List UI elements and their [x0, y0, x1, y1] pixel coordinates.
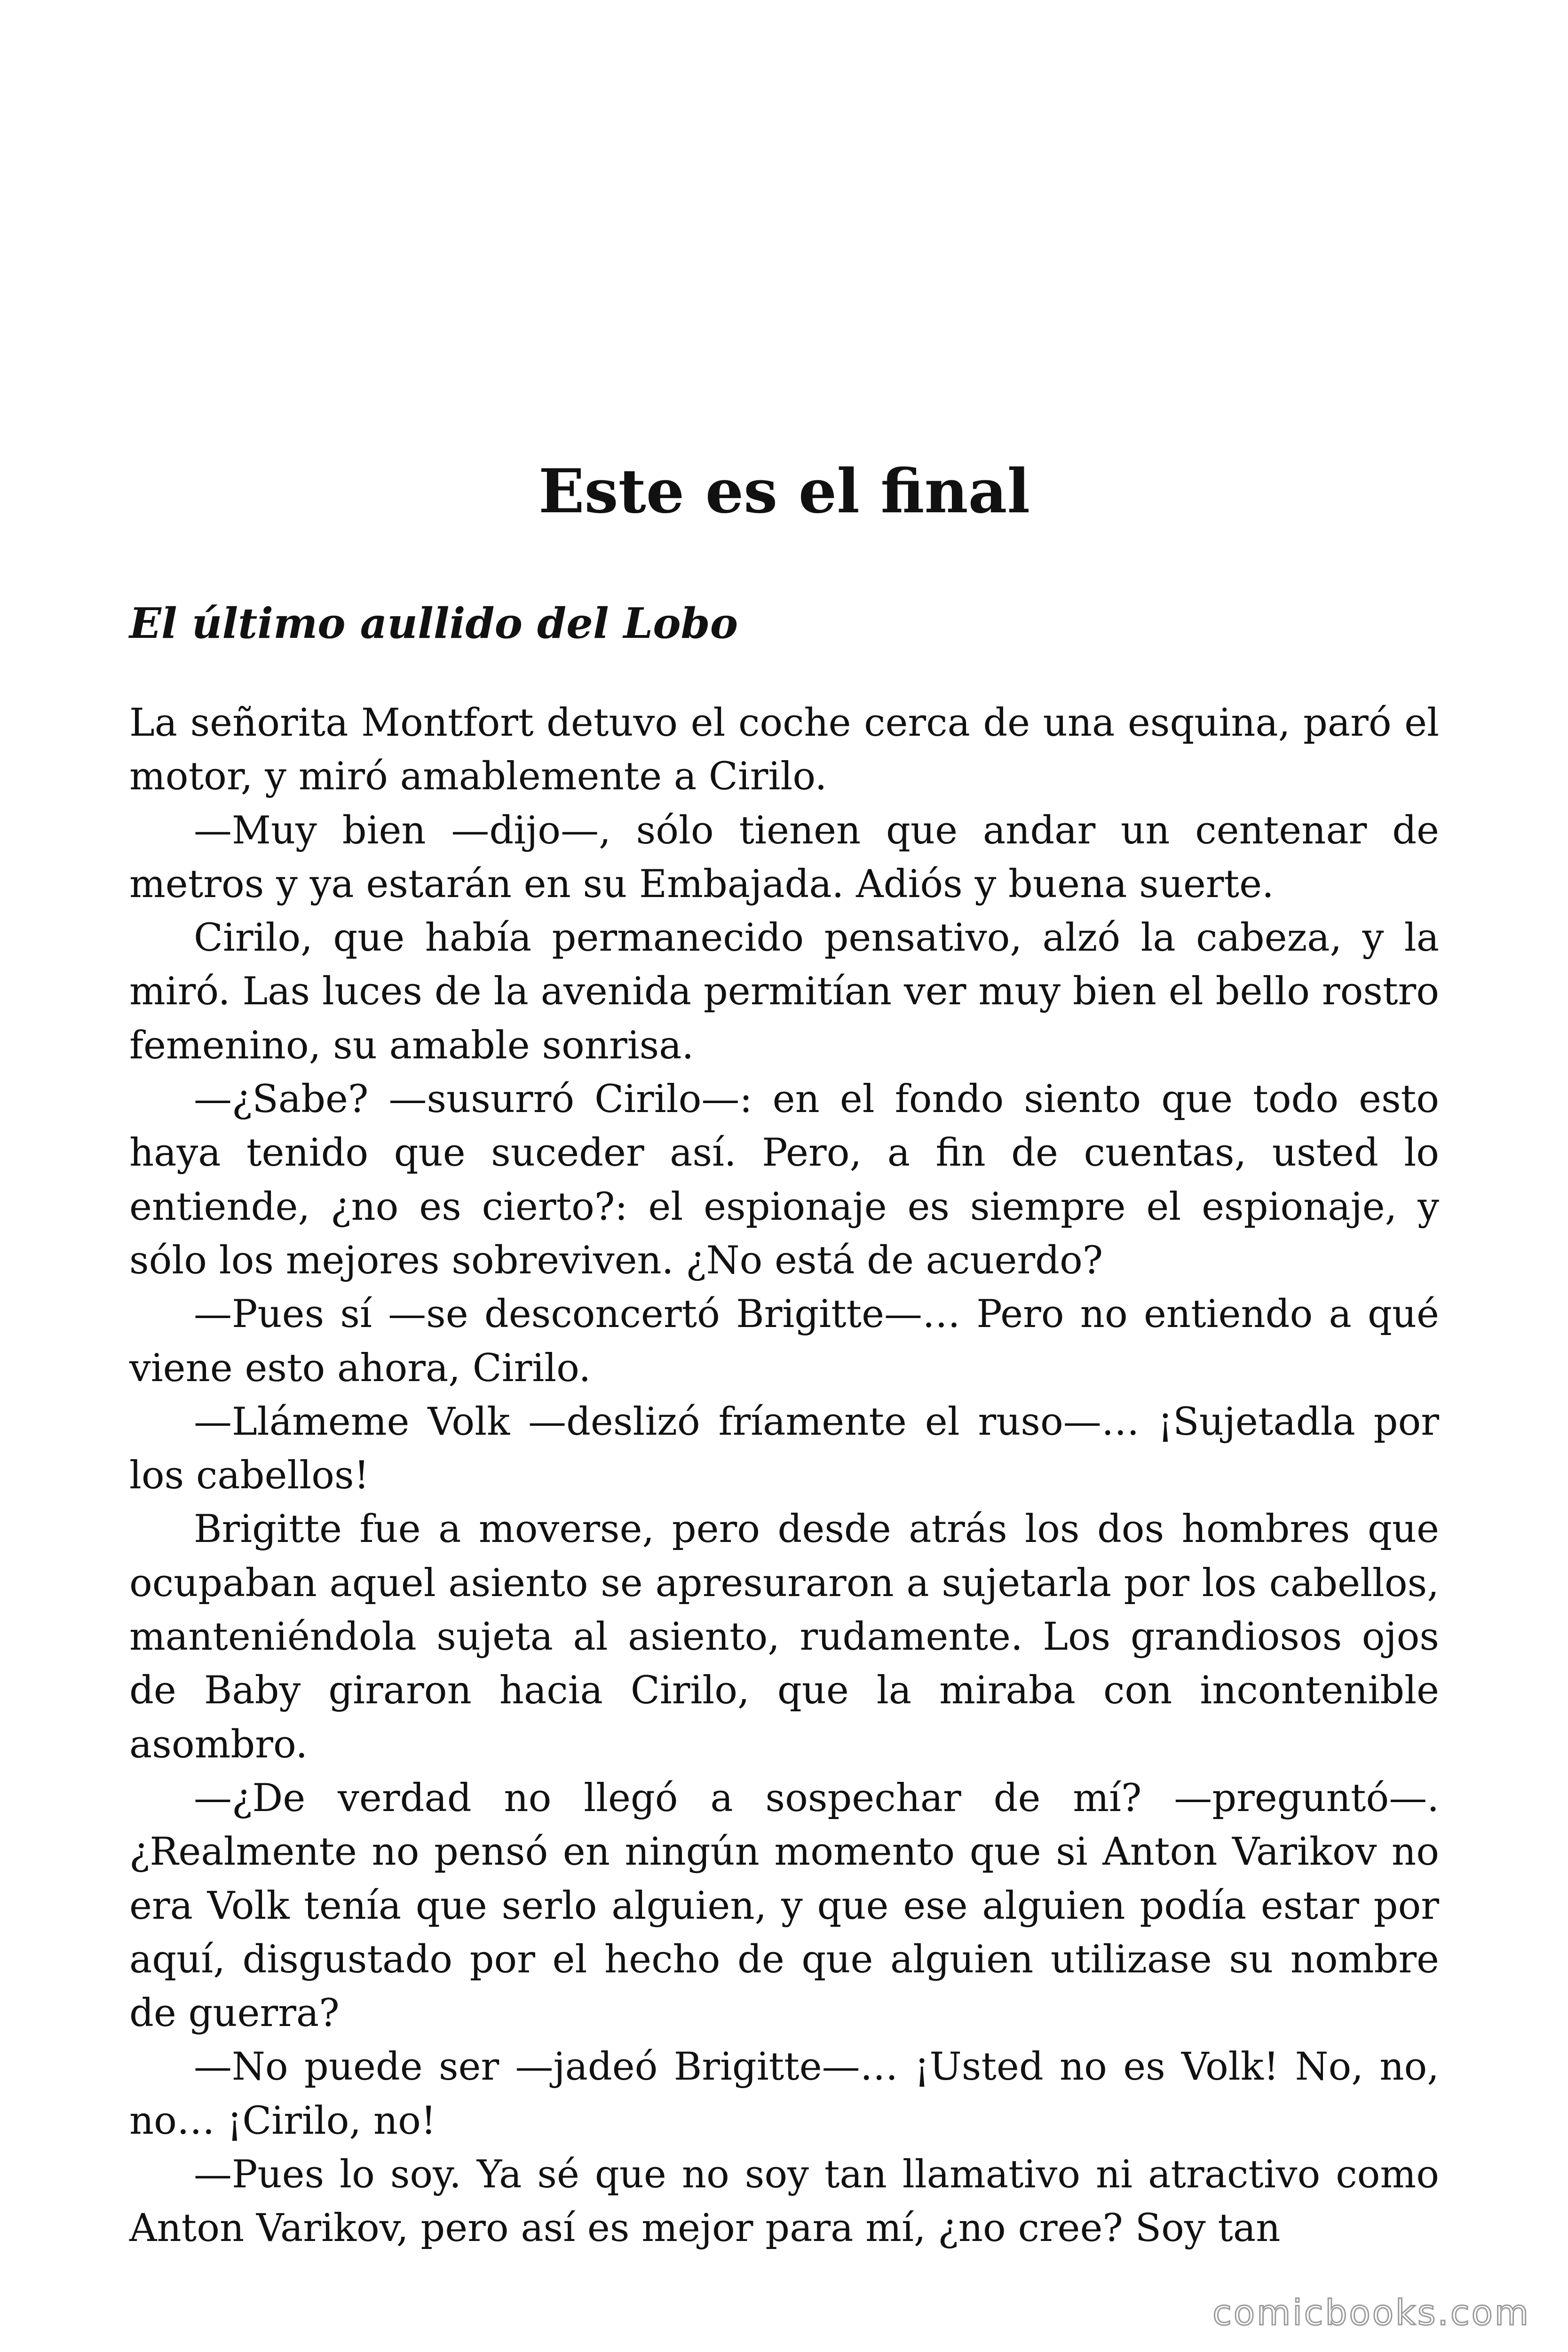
body-text	[129, 696, 1439, 2256]
chapter-title: Este es el final	[538, 456, 1030, 527]
paragraph: —No puede ser —jadeó Brigitte—… ¡Usted no es Volk! No, no, no… ¡Cirilo, no!	[129, 2045, 1439, 2143]
section-title: El último aullido del Lobo	[129, 598, 738, 648]
watermark: comicbooks.com	[1212, 2293, 1530, 2333]
paragraph: La señorita Montfort detuvo el coche cerca de una esquina, paró el motor, y miró amablemente a Cirilo.	[129, 701, 1439, 799]
paragraph: —Pues sí —se desconcertó Brigitte—… Pero no entiendo a qué viene esto ahora, Cirilo.	[129, 1292, 1439, 1391]
paragraph: —¿Sabe? —susurró Cirilo—: en el fondo siento que todo esto haya tenido que suceder así. Pero, a fin de cuentas, usted lo entiende, ¿no es cierto?: el espionaje es siempre el espionaje, y sólo los mejores sobreviven. ¿No está de acuerdo?	[129, 1077, 1439, 1283]
paragraph: —Pues lo soy. Ya sé que no soy tan llamativo ni atractivo como Anton Varikov, pero así es mejor para mí, ¿no cree? Soy tan	[129, 2153, 1439, 2251]
paragraph: —Llámeme Volk —deslizó fríamente el ruso—… ¡Sujetadla por los cabellos!	[129, 1399, 1439, 1498]
paragraph: Brigitte fue a moverse, pero desde atrás los dos hombres que ocupaban aquel asiento se apresuraron a sujetarla por los cabellos, manteniéndola sujeta al asiento, rudamente. Los grandiosos ojos de Baby giraron hacia Cirilo, que la miraba con incontenible asombro.	[129, 1507, 1439, 1767]
paragraph: Cirilo, que había permanecido pensativo, alzó la cabeza, y la miró. Las luces de la avenida permitían ver muy bien el bello rostro femenino, su amable sonrisa.	[129, 916, 1439, 1068]
book-page	[129, 0, 1439, 2352]
paragraph: —Muy bien —dijo—, sólo tienen que andar un centenar de metros y ya estarán en su Embajada. Adiós y buena suerte.	[129, 808, 1439, 906]
paragraph: —¿De verdad no llegó a sospechar de mí? —preguntó—. ¿Realmente no pensó en ningún momento que si Anton Varikov no era Volk tenía que serlo alguien, y que ese alguien podía estar por aquí, disgustado por el hecho de que alguien utilizase su nombre de guerra?	[129, 1776, 1439, 2036]
